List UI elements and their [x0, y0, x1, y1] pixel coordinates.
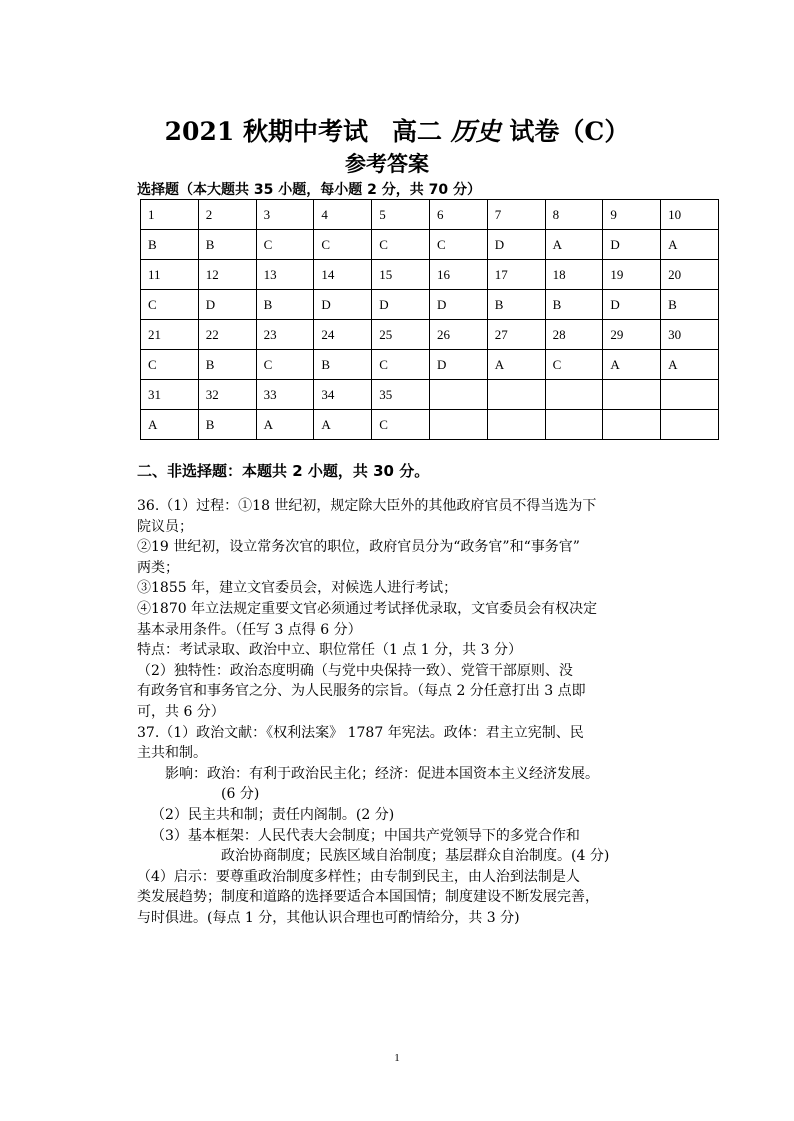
answer-line: (6 分) — [221, 786, 260, 803]
answer-row — [141, 350, 719, 380]
answer-cell: B — [545, 290, 603, 320]
title-subject: 历史 — [450, 117, 501, 146]
answer-line: ②19 世纪初，设立常务次官的职位，政府官员分为“政务官”和“事务官” — [137, 539, 580, 556]
answer-cell: D — [429, 350, 487, 380]
question-number-row — [141, 200, 719, 230]
page-number: 1 — [394, 1052, 400, 1064]
question-number-cell: 21 — [141, 320, 199, 350]
question-number-cell: 18 — [545, 260, 603, 290]
answer-cell: D — [372, 290, 430, 320]
answer-cell: B — [256, 290, 314, 320]
answer-line: 37.（1）政治文献：《权利法案》 1787 年宪法。政体：君主立宪制、民 — [137, 724, 584, 741]
answer-line: 可，共 6 分） — [137, 703, 225, 720]
question-number-cell: 15 — [372, 260, 430, 290]
answer-cell: A — [141, 410, 199, 440]
question-number-cell: 23 — [256, 320, 314, 350]
question-number-cell: 30 — [661, 320, 719, 350]
question-number-row — [141, 320, 719, 350]
page-title — [0, 112, 794, 148]
answer-line: ③1855 年，建立文官委员会，对候选人进行考试； — [137, 580, 458, 597]
question-number-cell: 20 — [661, 260, 719, 290]
question-number-cell: 24 — [314, 320, 372, 350]
answer-line: 政治协商制度；民族区域自治制度；基层群众自治制度。(4 分) — [221, 848, 610, 865]
answer-line: （3）基本框架：人民代表大会制度；中国共产党领导下的多党合作和 — [151, 827, 580, 844]
answer-cell: C — [545, 350, 603, 380]
answer-cell: C — [429, 230, 487, 260]
question-number-cell: 22 — [198, 320, 256, 350]
question-number-cell: 28 — [545, 320, 603, 350]
question-number-cell: 27 — [487, 320, 545, 350]
answer-cell: B — [661, 290, 719, 320]
answer-cell — [429, 410, 487, 440]
question-number-cell: 6 — [429, 200, 487, 230]
answer-cell: B — [314, 350, 372, 380]
question-number-cell: 25 — [372, 320, 430, 350]
question-number-cell: 3 — [256, 200, 314, 230]
question-number-cell: 13 — [256, 260, 314, 290]
answer-cell: B — [487, 290, 545, 320]
question-number-cell: 14 — [314, 260, 372, 290]
question-number-cell — [487, 380, 545, 410]
title-grade: 高二 — [391, 117, 442, 146]
question-number-cell: 17 — [487, 260, 545, 290]
answer-line: （2）独特性：政治态度明确（与党中央保持一致）、党管干部原则、没 — [137, 662, 573, 679]
question-number-cell: 9 — [603, 200, 661, 230]
question-number-cell: 32 — [198, 380, 256, 410]
question-number-cell: 4 — [314, 200, 372, 230]
answer-line: 院议员； — [137, 518, 193, 535]
choice-section-heading: 选择题（本大题共 35 小题，每小题 2 分，共 70 分） — [137, 182, 481, 198]
answer-line: （4）启示：要尊重政治制度多样性；由专制到民主，由人治到法制是人 — [137, 868, 580, 885]
question-number-cell: 11 — [141, 260, 199, 290]
answer-cell: A — [256, 410, 314, 440]
question-number-cell: 29 — [603, 320, 661, 350]
answer-line: ④1870 年立法规定重要文官必须通过考试择优录取，文官委员会有权决定 — [137, 600, 598, 617]
question-number-cell — [545, 380, 603, 410]
question-number-row — [141, 260, 719, 290]
question-number-cell: 26 — [429, 320, 487, 350]
question-number-cell: 2 — [198, 200, 256, 230]
answer-cell: C — [256, 230, 314, 260]
question-number-cell: 16 — [429, 260, 487, 290]
answer-table — [140, 199, 719, 440]
question-number-cell: 31 — [141, 380, 199, 410]
answer-cell: A — [545, 230, 603, 260]
question-number-cell: 34 — [314, 380, 372, 410]
title-main: 2021 秋期中考试 — [164, 117, 368, 146]
answer-line: 影响：政治：有利于政治民主化；经济：促进本国资本主义经济发展。 — [165, 765, 599, 782]
answer-row — [141, 410, 719, 440]
answer-cell: B — [198, 350, 256, 380]
answer-cell: C — [314, 230, 372, 260]
answer-line: 主共和制。 — [137, 745, 207, 762]
answer-cell: D — [487, 230, 545, 260]
answer-cell: A — [487, 350, 545, 380]
answer-text — [137, 496, 677, 928]
answer-line: 两类； — [137, 559, 179, 576]
question-number-cell — [429, 380, 487, 410]
answer-cell: D — [429, 290, 487, 320]
answer-cell — [487, 410, 545, 440]
page-subtitle: 参考答案 — [345, 151, 429, 176]
answer-line: 与时俱进。(每点 1 分，其他认识合理也可酌情给分，共 3 分) — [137, 909, 520, 926]
answer-row — [141, 290, 719, 320]
answer-cell — [545, 410, 603, 440]
answer-cell: B — [198, 230, 256, 260]
answer-line: 有政务官和事务官之分、为人民服务的宗旨。（每点 2 分任意打出 3 点即 — [137, 683, 586, 700]
question-number-cell: 7 — [487, 200, 545, 230]
question-number-cell: 10 — [661, 200, 719, 230]
answer-cell: B — [198, 410, 256, 440]
answer-line: 基本录用条件。（任写 3 点得 6 分） — [137, 621, 362, 638]
answer-line: 类发展趋势；制度和道路的选择要适合本国国情；制度建设不断发展完善， — [137, 889, 599, 906]
answer-line: （2）民主共和制；责任内阁制。(2 分) — [151, 806, 395, 823]
answer-cell: D — [603, 290, 661, 320]
answer-cell: C — [141, 290, 199, 320]
answer-cell: D — [198, 290, 256, 320]
answer-cell — [661, 410, 719, 440]
answer-cell: A — [661, 230, 719, 260]
answer-cell — [603, 410, 661, 440]
answer-cell: C — [256, 350, 314, 380]
title-suffix: 试卷（C） — [509, 117, 630, 146]
answer-cell: C — [372, 350, 430, 380]
answer-cell: A — [603, 350, 661, 380]
answer-line: 特点：考试录取、政治中立、职位常任（1 点 1 分，共 3 分） — [137, 642, 522, 659]
question-number-cell: 5 — [372, 200, 430, 230]
answer-cell: B — [141, 230, 199, 260]
answer-cell: A — [661, 350, 719, 380]
question-number-cell: 33 — [256, 380, 314, 410]
non-choice-section-heading: 二、非选择题：本题共 2 小题，共 30 分。 — [137, 462, 430, 480]
answer-line: 36.（1）过程：①18 世纪初，规定除大臣外的其他政府官员不得当选为下 — [137, 498, 597, 514]
answer-cell: A — [314, 410, 372, 440]
question-number-cell: 19 — [603, 260, 661, 290]
answer-cell: D — [314, 290, 372, 320]
question-number-cell: 12 — [198, 260, 256, 290]
question-number-row — [141, 380, 719, 410]
answer-cell: C — [372, 410, 430, 440]
answer-cell: C — [141, 350, 199, 380]
question-number-cell — [661, 380, 719, 410]
question-number-cell: 1 — [141, 200, 199, 230]
answer-row — [141, 230, 719, 260]
question-number-cell: 35 — [372, 380, 430, 410]
question-number-cell — [603, 380, 661, 410]
question-number-cell: 8 — [545, 200, 603, 230]
answer-cell: D — [603, 230, 661, 260]
answer-cell: C — [372, 230, 430, 260]
